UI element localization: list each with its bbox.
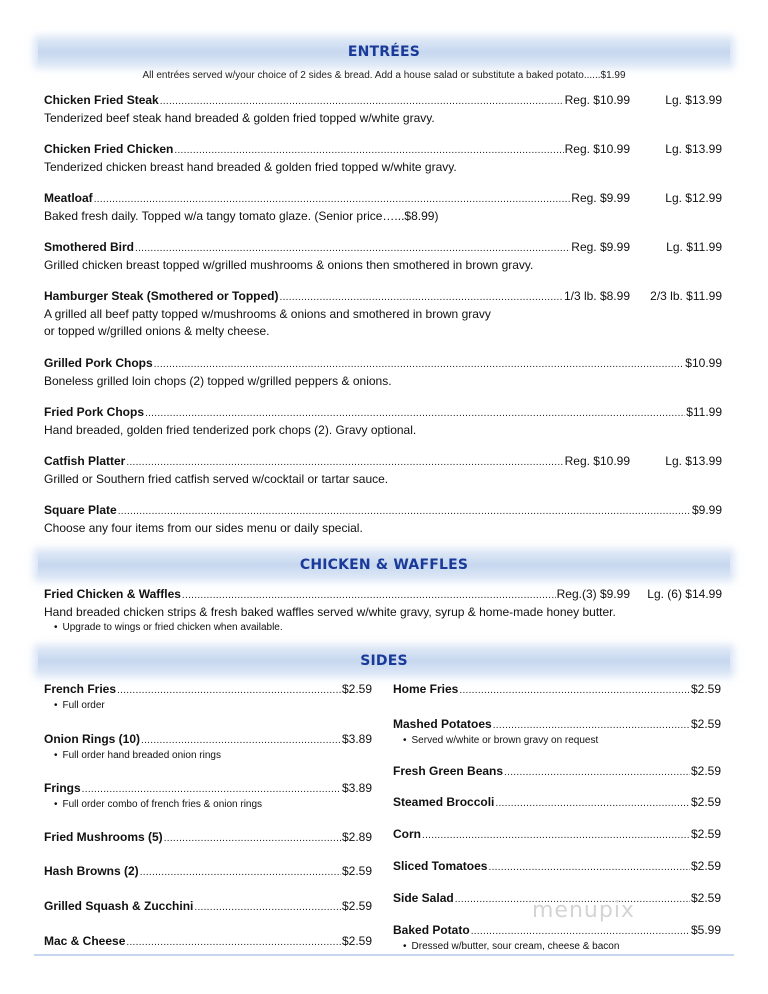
side-price: $2.59	[690, 891, 721, 905]
menu-item-grilled-pork-chops	[44, 355, 722, 390]
side-note: • Full order	[44, 699, 372, 713]
bottom-divider	[34, 954, 734, 956]
side-price: $2.59	[690, 764, 721, 778]
side-price: $3.89	[341, 781, 372, 795]
item-price-large: Lg. $13.99	[665, 454, 722, 468]
item-price: $10.99	[685, 356, 722, 370]
menu-item-catfish-platter	[44, 453, 722, 488]
item-description: Choose any four items from our sides menu or daily special.	[44, 521, 363, 535]
item-price: Reg. $10.99	[564, 93, 630, 107]
item-description-line-2: or topped w/grilled onions & melty cheese.	[44, 324, 270, 338]
side-name: Baked Potato	[393, 923, 470, 937]
item-price: Reg. $9.99	[571, 191, 630, 205]
item-description: Grilled or Southern fried catfish served w/cocktail or tartar sauce.	[44, 472, 389, 486]
side-note: • Full order combo of french fries & onion rings	[44, 798, 372, 812]
item-price-large: Lg. $13.99	[665, 93, 722, 107]
side-name: Grilled Squash & Zucchini	[44, 899, 194, 913]
item-description: Boneless grilled loin chops (2) topped w/grilled peppers & onions.	[44, 374, 392, 388]
entrees-intro: All entrées served w/your choice of 2 sides & bread. Add a house salad or substitute a baked potato......$1.99	[142, 70, 626, 81]
side-item-hash-browns	[44, 863, 372, 881]
side-name: Side Salad	[393, 891, 454, 905]
item-price: 1/3 lb. $8.99	[563, 289, 630, 303]
item-name: Fried Pork Chops	[44, 405, 145, 419]
item-description: Tenderized beef steak hand breaded & golden fried topped w/white gravy.	[44, 111, 435, 125]
item-price-large: Lg. $13.99	[665, 142, 722, 156]
side-price: $2.59	[690, 717, 721, 731]
side-name: Corn	[393, 827, 421, 841]
watermark: menupix	[532, 898, 635, 923]
side-price: $2.59	[341, 864, 372, 878]
item-description: Hand breaded, golden fried tenderized pork chops (2). Gravy optional.	[44, 423, 417, 437]
side-name: Fresh Green Beans	[393, 764, 504, 778]
side-name: Frings	[44, 781, 81, 795]
item-description: Tenderized chicken breast hand breaded & golden fried topped w/white gravy.	[44, 160, 457, 174]
side-price: $2.59	[690, 859, 721, 873]
item-description: Baked fresh daily. Topped w/a tangy tomato glaze. (Senior price…...$8.99)	[44, 209, 439, 223]
side-item-home-fries	[393, 681, 721, 699]
side-note: • Full order hand breaded onion rings	[44, 749, 372, 763]
side-price: $5.99	[690, 923, 721, 937]
side-note: • Dressed w/butter, sour cream, cheese & bacon	[393, 940, 721, 954]
item-description: Hand breaded chicken strips & fresh baked waffles served w/white gravy, syrup & home-made honey butter.	[44, 605, 616, 619]
side-price: $2.59	[341, 682, 372, 696]
side-item-corn	[393, 826, 721, 844]
side-name: French Fries	[44, 682, 117, 696]
item-name: Square Plate	[44, 503, 117, 517]
item-price-large: Lg. (6) $14.99	[647, 587, 722, 601]
menu-item-fried-chicken-waffles	[44, 586, 722, 635]
side-price: $2.89	[341, 830, 372, 844]
side-item-sliced-tomatoes	[393, 858, 721, 876]
menu-item-chicken-fried-chicken	[44, 141, 722, 176]
menu-item-hamburger-steak	[44, 288, 722, 340]
item-name: Catfish Platter	[44, 454, 126, 468]
item-note: • Upgrade to wings or fried chicken when available.	[44, 621, 722, 635]
menu-item-meatloaf	[44, 190, 722, 225]
item-description: A grilled all beef patty topped w/mushrooms & onions and smothered in brown gravy	[44, 307, 491, 321]
item-name: Hamburger Steak (Smothered or Topped)	[44, 289, 279, 303]
side-price: $3.89	[341, 732, 372, 746]
menu-item-square-plate	[44, 502, 722, 537]
side-item-green-beans	[393, 763, 721, 781]
side-item-grilled-squash	[44, 898, 372, 916]
item-price-large: Lg. $11.99	[666, 240, 722, 254]
chicken-waffles-header-band	[38, 553, 730, 577]
side-item-steamed-broccoli	[393, 794, 721, 812]
side-name: Home Fries	[393, 682, 459, 696]
side-item-onion-rings	[44, 731, 372, 763]
side-name: Mashed Potatoes	[393, 717, 492, 731]
side-name: Mac & Cheese	[44, 934, 126, 948]
side-price: $2.59	[690, 682, 721, 696]
item-name: Grilled Pork Chops	[44, 356, 153, 370]
menu-item-chicken-fried-steak	[44, 92, 722, 127]
item-price: $11.99	[686, 405, 722, 419]
item-name: Meatloaf	[44, 191, 93, 205]
sides-title: SIDES	[360, 653, 408, 669]
item-price: Reg. $10.99	[564, 454, 630, 468]
side-note: • Served w/white or brown gravy on request	[393, 734, 721, 748]
side-item-baked-potato	[393, 922, 721, 954]
menu-item-fried-pork-chops	[44, 404, 722, 439]
side-name: Onion Rings (10)	[44, 732, 140, 746]
item-price: Reg. $10.99	[564, 142, 630, 156]
side-price: $2.59	[341, 899, 372, 913]
entrees-header-band	[38, 40, 730, 64]
side-name: Sliced Tomatoes	[393, 859, 488, 873]
item-name: Fried Chicken & Waffles	[44, 587, 181, 601]
item-price: Reg.(3) $9.99	[556, 587, 630, 601]
item-name: Chicken Fried Chicken	[44, 142, 174, 156]
item-name: Chicken Fried Steak	[44, 93, 159, 107]
sides-left-column	[44, 681, 372, 713]
item-price-large: Lg. $12.99	[665, 191, 722, 205]
side-item-mac-cheese	[44, 933, 372, 951]
item-price-large: 2/3 lb. $11.99	[650, 289, 722, 303]
item-price: $9.99	[691, 503, 722, 517]
chicken-waffles-title: CHICKEN & WAFFLES	[299, 557, 469, 573]
menu-item-smothered-bird	[44, 239, 722, 274]
side-name: Steamed Broccoli	[393, 795, 495, 809]
side-price: $2.59	[690, 795, 721, 809]
sides-header-band	[38, 649, 730, 673]
side-item-frings	[44, 780, 372, 812]
entrees-title: ENTRÉES	[347, 44, 421, 60]
item-price: Reg. $9.99	[571, 240, 630, 254]
side-price: $2.59	[690, 827, 721, 841]
side-name: Fried Mushrooms (5)	[44, 830, 163, 844]
side-price: $2.59	[341, 934, 372, 948]
item-name: Smothered Bird	[44, 240, 135, 254]
side-item-fried-mushrooms	[44, 829, 372, 847]
side-item-mashed-potatoes	[393, 716, 721, 748]
side-name: Hash Browns (2)	[44, 864, 139, 878]
item-description: Grilled chicken breast topped w/grilled mushrooms & onions then smothered in brown gravy.	[44, 258, 534, 272]
